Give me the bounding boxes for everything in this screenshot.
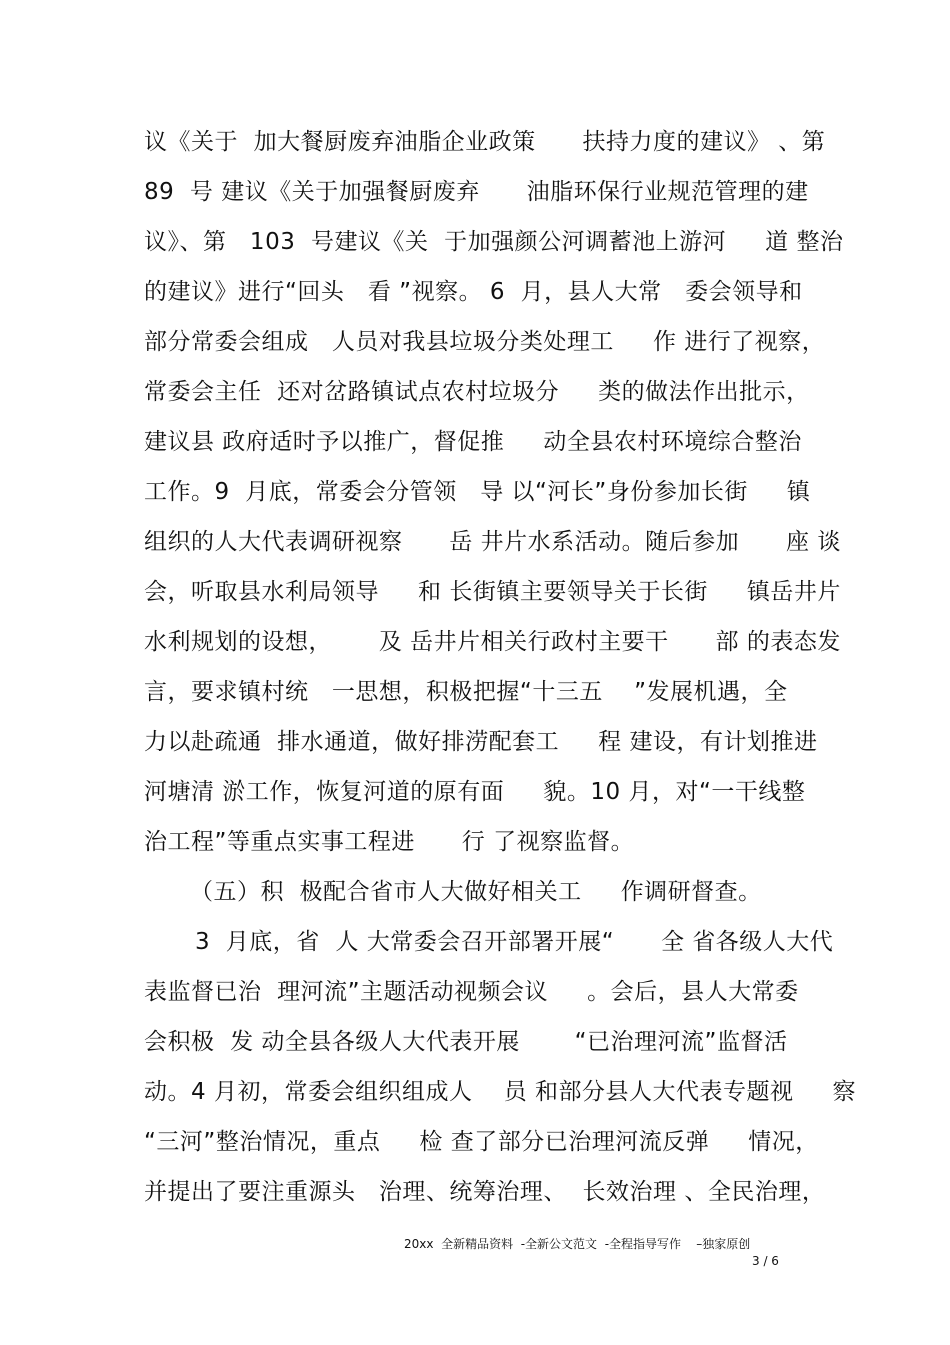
body-text-line: 的建议》进行“回头 看 ”视察。 6 月，县人大常 委会领导和	[144, 279, 803, 305]
body-text-line: 常委会主任 还对岔路镇试点农村垃圾分 类的做法作出批示，	[144, 379, 810, 405]
body-text-line: 议《关于 加大餐厨废弃油脂企业政策 扶持力度的建议》 、第	[144, 129, 826, 155]
page-number: 3 / 6	[752, 1254, 779, 1268]
body-text-line: 建议县 政府适时予以推广，督促推 动全县农村环境综合整治	[144, 429, 802, 455]
body-text-line: 会积极 发 动全县各级人大代表开展 “已治理河流”监督活	[144, 1029, 788, 1055]
body-text-line: 议》、第 103 号建议《关 于加强颜公河调蓄池上游河 道 整治	[144, 229, 844, 255]
body-text-line: 会，听取县水利局领导 和 长街镇主要领导关于长街 镇岳井片	[144, 579, 841, 605]
body-text-line: 动。4 月初，常委会组织组成人 员 和部分县人大代表专题视 察	[144, 1079, 857, 1105]
body-text-line: 部分常委会组成 人员对我县垃圾分类处理工 作 进行了视察，	[144, 329, 826, 355]
body-text-line: 组织的人大代表调研视察 岳 井片水系活动。随后参加 座 谈	[144, 529, 841, 555]
body-text-line: 言，要求镇村统 一思想，积极把握“十三五 ”发展机遇，全	[144, 679, 788, 705]
body-text-line: 工作。9 月底，常委会分管领 导 以“河长”身份参加长街 镇	[144, 479, 811, 505]
body-text-line: 力以赴疏通 排水通道，做好排涝配套工 程 建设，有计划推进	[144, 729, 818, 755]
page-footer: 20xx 全新精品资料 -全新公文范文 -全程指导写作 –独家原创	[404, 1237, 751, 1251]
body-text-line: 水利规划的设想， 及 岳井片相关行政村主要干 部 的表态发	[144, 629, 841, 655]
body-text-line: 表监督已治 理河流”主题活动视频会议 。会后，县人大常委	[144, 979, 799, 1005]
section-heading: （五）积 极配合省市人大做好相关工 作调研督查。	[190, 879, 762, 905]
body-text-line: 89 号 建议《关于加强餐厨废弃 油脂环保行业规范管理的建	[144, 179, 809, 205]
body-text-line: 河塘清 淤工作，恢复河道的原有面 貌。10 月，对“一干线整	[144, 779, 806, 805]
body-text-line: “三河”整治情况，重点 检 查了部分已治理河流反弹 情况，	[144, 1129, 819, 1155]
body-text-line: 并提出了要注重源头 治理、统筹治理、 长效治理 、全民治理，	[144, 1179, 826, 1205]
body-text-line: 治工程”等重点实事工程进 行 了视察监督。	[144, 829, 635, 855]
body-text-line: 3 月底，省 人 大常委会召开部署开展“ 全 省各级人大代	[195, 929, 834, 955]
